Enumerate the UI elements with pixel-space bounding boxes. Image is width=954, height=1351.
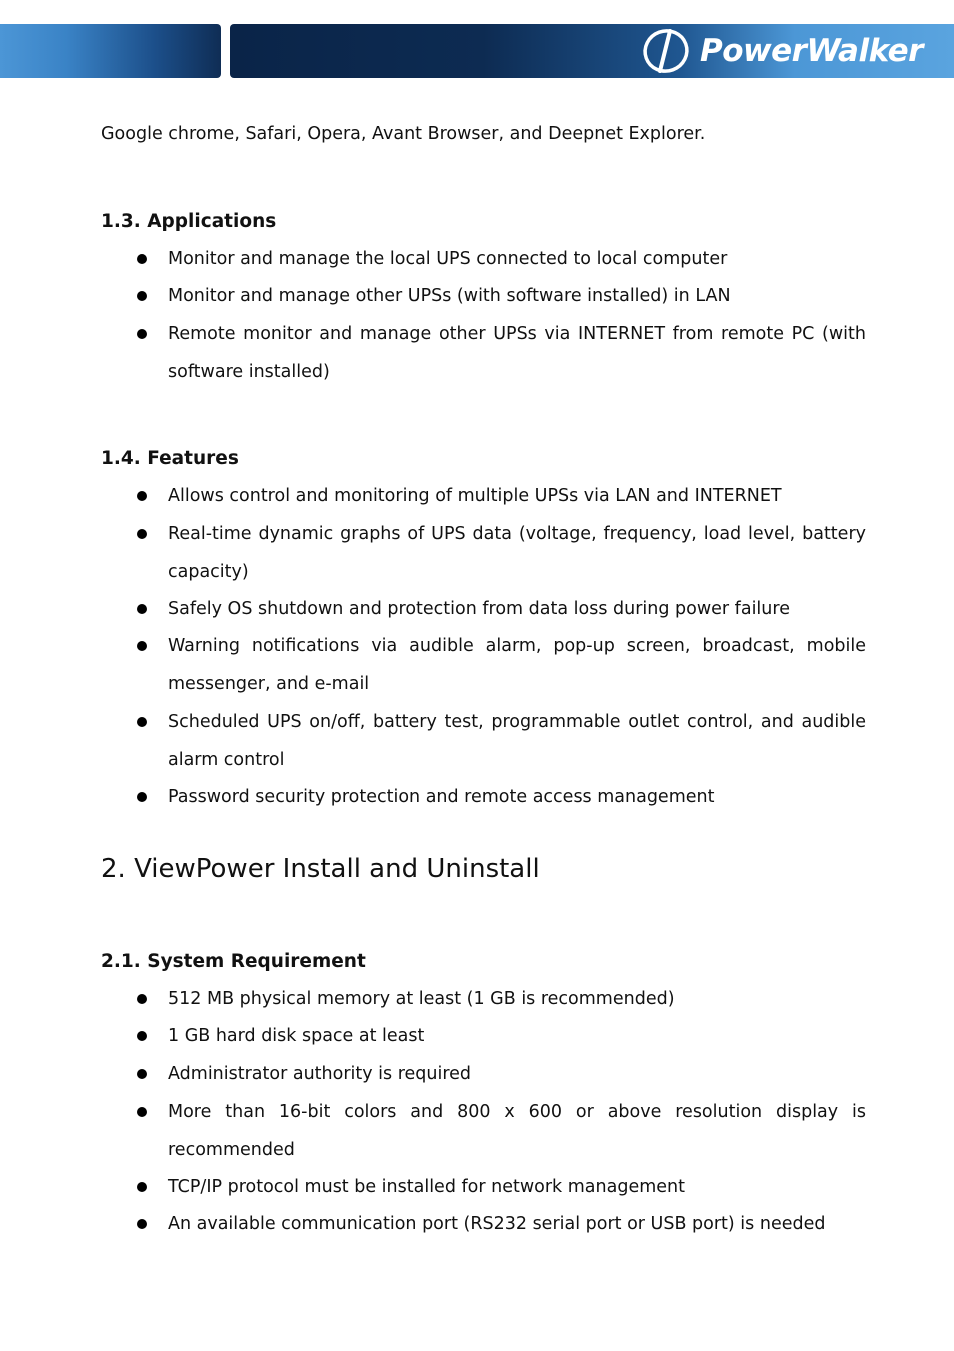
bullet-icon xyxy=(137,1031,147,1041)
bullet-icon xyxy=(137,792,147,802)
powerwalker-logo-icon xyxy=(640,25,692,77)
list-item: Administrator authority is required xyxy=(168,1064,472,1084)
bullet-icon xyxy=(137,717,147,727)
heading-features: 1.4. Features xyxy=(101,448,239,469)
banner-left-segment xyxy=(0,24,221,78)
list-item: More than 16-bit colors and 800 x 600 or above resolution display is recommended xyxy=(168,1102,866,1160)
bullet-icon xyxy=(137,604,147,614)
bullet-icon xyxy=(137,1182,147,1192)
bullet-icon xyxy=(137,491,147,501)
list-item: Real-time dynamic graphs of UPS data (voltage, frequency, load level, battery capacity) xyxy=(168,524,866,582)
list-item: An available communication port (RS232 serial port or USB port) is needed xyxy=(168,1214,826,1234)
list-item: Warning notifications via audible alarm, pop-up screen, broadcast, mobile messenger, and e-mail xyxy=(168,636,866,694)
bullet-icon xyxy=(137,994,147,1004)
bullet-icon xyxy=(137,1069,147,1079)
heading-applications: 1.3. Applications xyxy=(101,211,277,232)
list-item: 1 GB hard disk space at least xyxy=(168,1026,425,1046)
bullet-icon xyxy=(137,1107,147,1117)
bullet-icon xyxy=(137,291,147,301)
list-item: Allows control and monitoring of multiple UPSs via LAN and INTERNET xyxy=(168,486,782,506)
brand-logo xyxy=(640,22,923,80)
list-item: Remote monitor and manage other UPSs via INTERNET from remote PC (with software installed) xyxy=(168,324,866,382)
intro-line: Google chrome, Safari, Opera, Avant Browser, and Deepnet Explorer. xyxy=(101,124,706,144)
list-item: Monitor and manage the local UPS connected to local computer xyxy=(168,249,728,269)
brand-name: PowerWalker xyxy=(700,33,923,69)
list-item: Safely OS shutdown and protection from data loss during power failure xyxy=(168,599,790,619)
list-item: Monitor and manage other UPSs (with software installed) in LAN xyxy=(168,286,731,306)
list-item: TCP/IP protocol must be installed for network management xyxy=(168,1177,685,1197)
bullet-icon xyxy=(137,1219,147,1229)
bullet-icon xyxy=(137,641,147,651)
header-banner xyxy=(0,22,954,80)
bullet-icon xyxy=(137,329,147,339)
bullet-icon xyxy=(137,254,147,264)
list-item: 512 MB physical memory at least (1 GB is recommended) xyxy=(168,989,675,1009)
list-item: Password security protection and remote access management xyxy=(168,787,715,807)
list-item: Scheduled UPS on/off, battery test, programmable outlet control, and audible alarm control xyxy=(168,712,866,770)
heading-system-requirement: 2.1. System Requirement xyxy=(101,951,366,972)
bullet-icon xyxy=(137,529,147,539)
heading-install: 2. ViewPower Install and Uninstall xyxy=(101,854,540,884)
